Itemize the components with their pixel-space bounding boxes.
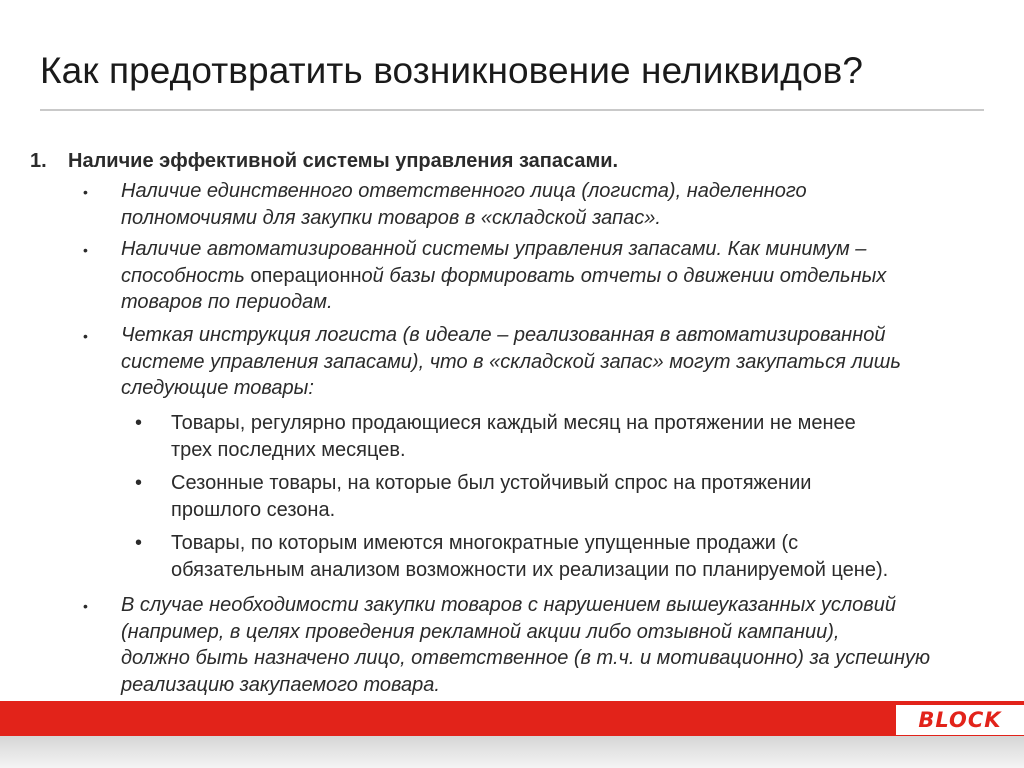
subbullet-item: [135, 530, 1001, 583]
bullet-line: полномочиями для закупки товаров в «складской запас».: [121, 206, 661, 229]
logo-text: BLOCK: [918, 708, 1002, 732]
bullet-marker: •: [83, 242, 88, 258]
bullet-item: [83, 322, 1001, 402]
subbullet-marker: •: [135, 472, 143, 494]
bullet-item: [83, 178, 1001, 231]
heading-number: 1.: [30, 150, 47, 172]
bullet-marker: •: [83, 184, 88, 200]
heading-text: Наличие эффективной системы управления запасами.: [68, 150, 619, 172]
bullet-line: способность: [121, 264, 251, 287]
subbullet-item: [135, 410, 1001, 463]
brand-logo: [896, 705, 1024, 735]
bullet-line: ой базы формировать отчеты о движении отдельных: [361, 264, 887, 287]
subbullet-line: трех последних месяцев.: [171, 438, 406, 461]
subbullet-line: обязательным анализом возможности их реализации по планируемой цене).: [171, 558, 889, 581]
subbullet-marker: •: [135, 532, 143, 554]
section-heading: [30, 148, 618, 174]
bullet-line: Наличие автоматизированной системы управления запасами. Как минимум –: [121, 238, 867, 260]
subbullet-marker: •: [135, 412, 143, 434]
bullet-item: [83, 592, 1001, 698]
footer-gradient: [0, 736, 1024, 768]
bullet-line: операционн: [250, 264, 362, 287]
bullet-line: системе управления запасами), что в «складской запас» могут закупаться лишь: [121, 350, 901, 373]
subbullet-line: Сезонные товары, на которые был устойчивый спрос на протяжении: [171, 472, 812, 494]
title-divider: [40, 109, 984, 111]
bullet-item: [83, 236, 1001, 316]
bullet-line: товаров по периодам.: [121, 291, 333, 313]
bullet-line: реализацию закупаемого товара.: [121, 673, 440, 696]
subbullet-line: прошлого сезона.: [171, 498, 336, 521]
bullet-marker: •: [83, 328, 88, 344]
subbullet-line: Товары, по которым имеются многократные упущенные продажи (с: [171, 532, 799, 554]
slide-title: Как предотвратить возникновение неликвидов?: [40, 50, 864, 91]
subbullet-item: [135, 470, 1001, 523]
bullet-line: должно быть назначено лицо, ответственное (в т.ч. и мотивационно) за успешную: [121, 647, 930, 669]
bullet-line: В случае необходимости закупки товаров с нарушением вышеуказанных условий: [121, 594, 896, 616]
footer-band: [0, 701, 1024, 736]
bullet-marker: •: [83, 598, 88, 614]
bullet-line: следующие товары:: [121, 377, 314, 399]
subbullet-line: Товары, регулярно продающиеся каждый месяц на протяжении не менее: [171, 412, 856, 434]
bullet-line: (например, в целях проведения рекламной акции либо отзывной кампании),: [121, 620, 840, 643]
bullet-line: Четкая инструкция логиста (в идеале – реализованная в автоматизированной: [121, 324, 886, 346]
bullet-line: Наличие единственного ответственного лица (логиста), наделенного: [121, 180, 807, 202]
